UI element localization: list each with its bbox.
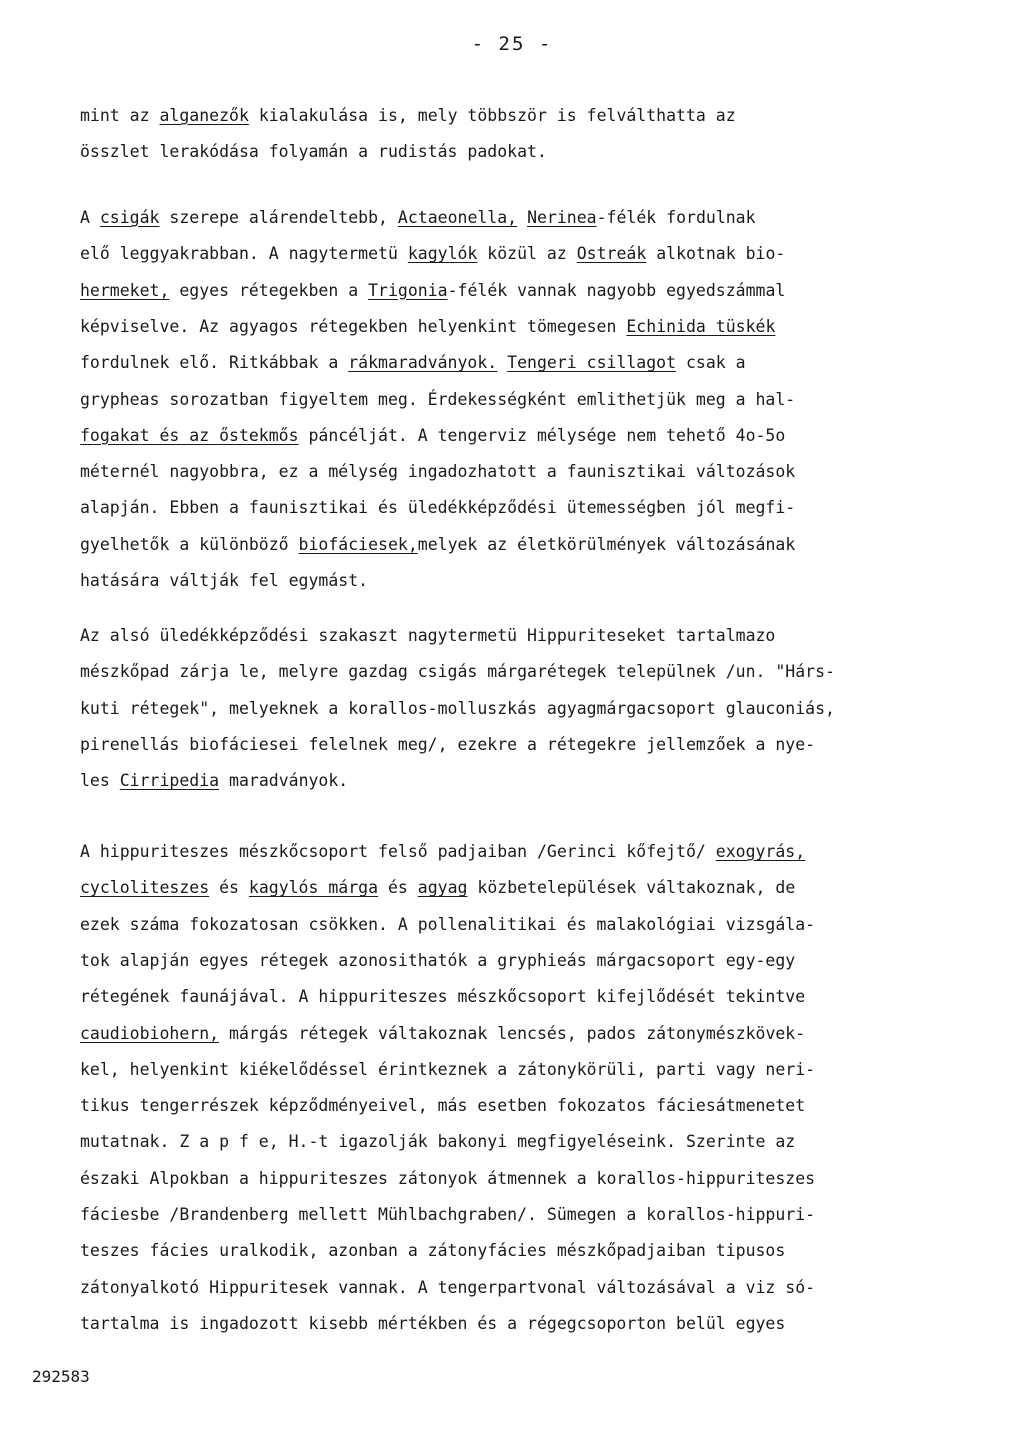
text-line [80, 949, 795, 973]
text-run: tikus tengerrészek képződményeivel, más esetben fokozatos fáciesátmenetet [80, 1096, 806, 1116]
text-run: pirenellás biofáciesei felelnek meg/, ezekre a rétegekre jellemzőek a nye- [80, 734, 816, 754]
underlined-term: exogyrás, [715, 842, 806, 861]
text-run: kuti rétegek", melyeknek a korallos-molluszkás agyagmárgacsoport glauconiás, [80, 698, 835, 718]
text-run: gyelhetők a különböző [80, 534, 299, 554]
page-number: - 25 - [471, 33, 553, 55]
underlined-term: csigák [99, 208, 160, 227]
underlined-term: caudiobiohern, [80, 1023, 220, 1043]
text-run: Az alsó üledékképződési szakaszt nagytermetü Hippuriteseket tartalmazo [80, 626, 776, 645]
text-line [80, 733, 815, 757]
text-line [80, 876, 795, 900]
text-line [80, 1239, 785, 1263]
text-line [80, 351, 746, 375]
text-run: egyes rétegekben a [169, 280, 369, 300]
text-line [80, 624, 775, 648]
underlined-term: Nerinea [527, 208, 597, 227]
text-run: -félék fordulnak [596, 208, 756, 227]
text-run: északi Alpokban a hippuriteszes zátonyok átmennek a korallos-hippuriteszes [80, 1168, 816, 1188]
text-run: melyek az életkörülmények változásának [417, 534, 796, 554]
text-run: mészkőpad zárja le, melyre gazdag csigás márgarétegek települnek /un. "Hárs- [80, 662, 835, 682]
text-run: A hippuriteszes mészkőcsoport felső padjaiban /Gerinci kőfejtő/ [80, 842, 716, 861]
text-run: kel, helyenkint kiékelődéssel érintkeznek a zátonykörüli, parti vagy neri- [80, 1059, 816, 1079]
underlined-term: hermeket, [80, 280, 170, 300]
text-run: tartalma is ingadozott kisebb mértékben és a régegcsoporton belül egyes [80, 1313, 786, 1333]
text-run: -félék vannak nagyobb egyedszámmal [447, 280, 786, 300]
text-run: A [80, 208, 100, 227]
text-line [80, 985, 805, 1009]
underlined-term: Trigonia [368, 280, 448, 300]
text-line [80, 697, 835, 721]
text-run: grypheas sorozatban figyeltem meg. Érdekességként emlithetjük meg a hal- [80, 389, 796, 409]
underlined-term: biofáciesek, [298, 534, 418, 554]
text-run: mint az [80, 106, 160, 125]
text-run: rétegének faunájával. A hippuriteszes mészkőcsoport kifejlődését tekintve [80, 987, 806, 1007]
underlined-term: fogakat és az őstekmős [80, 425, 299, 445]
text-run: közül az [477, 244, 577, 264]
text-line [80, 388, 795, 412]
text-line [80, 496, 795, 520]
text-line [80, 533, 795, 557]
text-run: csak a [676, 353, 746, 373]
underlined-term: Echinida tüskék [626, 316, 776, 336]
text-run: tok alapján egyes rétegek azonosithatók a gryphieás márgacsoport egy-egy [80, 950, 796, 970]
text-run: kialakulása is, mely többször is felválthatta az [248, 106, 736, 125]
text-run: alapján. Ebben a faunisztikai és üledékképződési ütemességben jól megfi- [80, 498, 796, 518]
text-run: szerepe alárendeltebb, [159, 208, 398, 227]
text-line [80, 1167, 815, 1191]
text-line [80, 315, 775, 339]
underlined-term: cycloliteszes [80, 878, 210, 898]
underlined-term: Actaeonella, [397, 208, 518, 227]
text-run: ezek száma fokozatosan csökken. A pollenalitikai és malakológiai vizsgála- [80, 914, 816, 934]
underlined-term: kagylós márga [248, 878, 379, 898]
text-line [80, 1058, 815, 1082]
underlined-term: Cirripedia [119, 771, 220, 791]
underlined-term: Tengeri csillagot [507, 353, 677, 373]
text-run: és [209, 878, 249, 898]
text-run: közbetelepülések váltakoznak, de [467, 878, 796, 898]
text-run: méternél nagyobbra, ez a mélység ingadozhatott a faunisztikai változások [80, 462, 796, 482]
text-run: fáciesbe /Brandenberg mellett Mühlbachgraben/. Sümegen a korallos-hippuri- [80, 1205, 816, 1224]
text-run [497, 353, 507, 372]
text-run [517, 208, 527, 227]
document-id: 292583 [32, 1367, 90, 1386]
text-line [80, 104, 736, 128]
text-run: zátonyalkotó Hippuritesek vannak. A tengerpartvonal változásával a viz só- [80, 1277, 816, 1297]
text-run: összlet lerakódása folyamán a rudistás padokat. [80, 142, 547, 162]
text-line [80, 1130, 795, 1154]
underlined-term: agyag [417, 878, 468, 898]
underlined-term: Ostreák [576, 244, 647, 264]
text-line [80, 1312, 785, 1336]
text-line [80, 140, 547, 164]
text-line [80, 913, 815, 937]
text-line [80, 424, 785, 448]
text-line [80, 279, 785, 303]
text-run: páncélját. A tengerviz mélysége nem tehető 4o-5o [298, 425, 786, 445]
underlined-term: rákmaradványok. [348, 353, 498, 373]
text-line [80, 1203, 815, 1227]
text-line [80, 1022, 805, 1046]
text-run: teszes fácies uralkodik, azonban a zátonyfácies mészkőpadjaiban tipusos [80, 1241, 786, 1261]
text-line [80, 660, 835, 684]
text-run: les [80, 771, 120, 791]
underlined-term: kagylók [407, 244, 478, 264]
text-line [80, 569, 368, 593]
text-line [80, 769, 348, 793]
text-line [80, 840, 805, 864]
text-run: és [378, 878, 418, 898]
text-run: elő leggyakrabban. A nagytermetü [80, 244, 408, 264]
text-run: alkotnak bio- [646, 244, 786, 264]
text-run: fordulnek elő. Ritkábbak a [80, 353, 349, 373]
text-run: maradványok. [219, 771, 349, 791]
text-run: mutatnak. Z a p f e, H.-t igazolják bakonyi megfigyeléseink. Szerinte az [80, 1132, 796, 1152]
text-line [80, 242, 785, 266]
underlined-term: alganezők [159, 106, 249, 125]
text-line [80, 460, 795, 484]
text-line [80, 1276, 815, 1300]
text-run: márgás rétegek váltakoznak lencsés, pados zátonymészkövek- [219, 1023, 806, 1043]
text-run: képviselve. Az agyagos rétegekben helyenkint tömegesen [80, 316, 627, 336]
text-run: hatására váltják fel egymást. [80, 571, 369, 590]
text-line [80, 206, 756, 230]
text-line [80, 1094, 805, 1118]
